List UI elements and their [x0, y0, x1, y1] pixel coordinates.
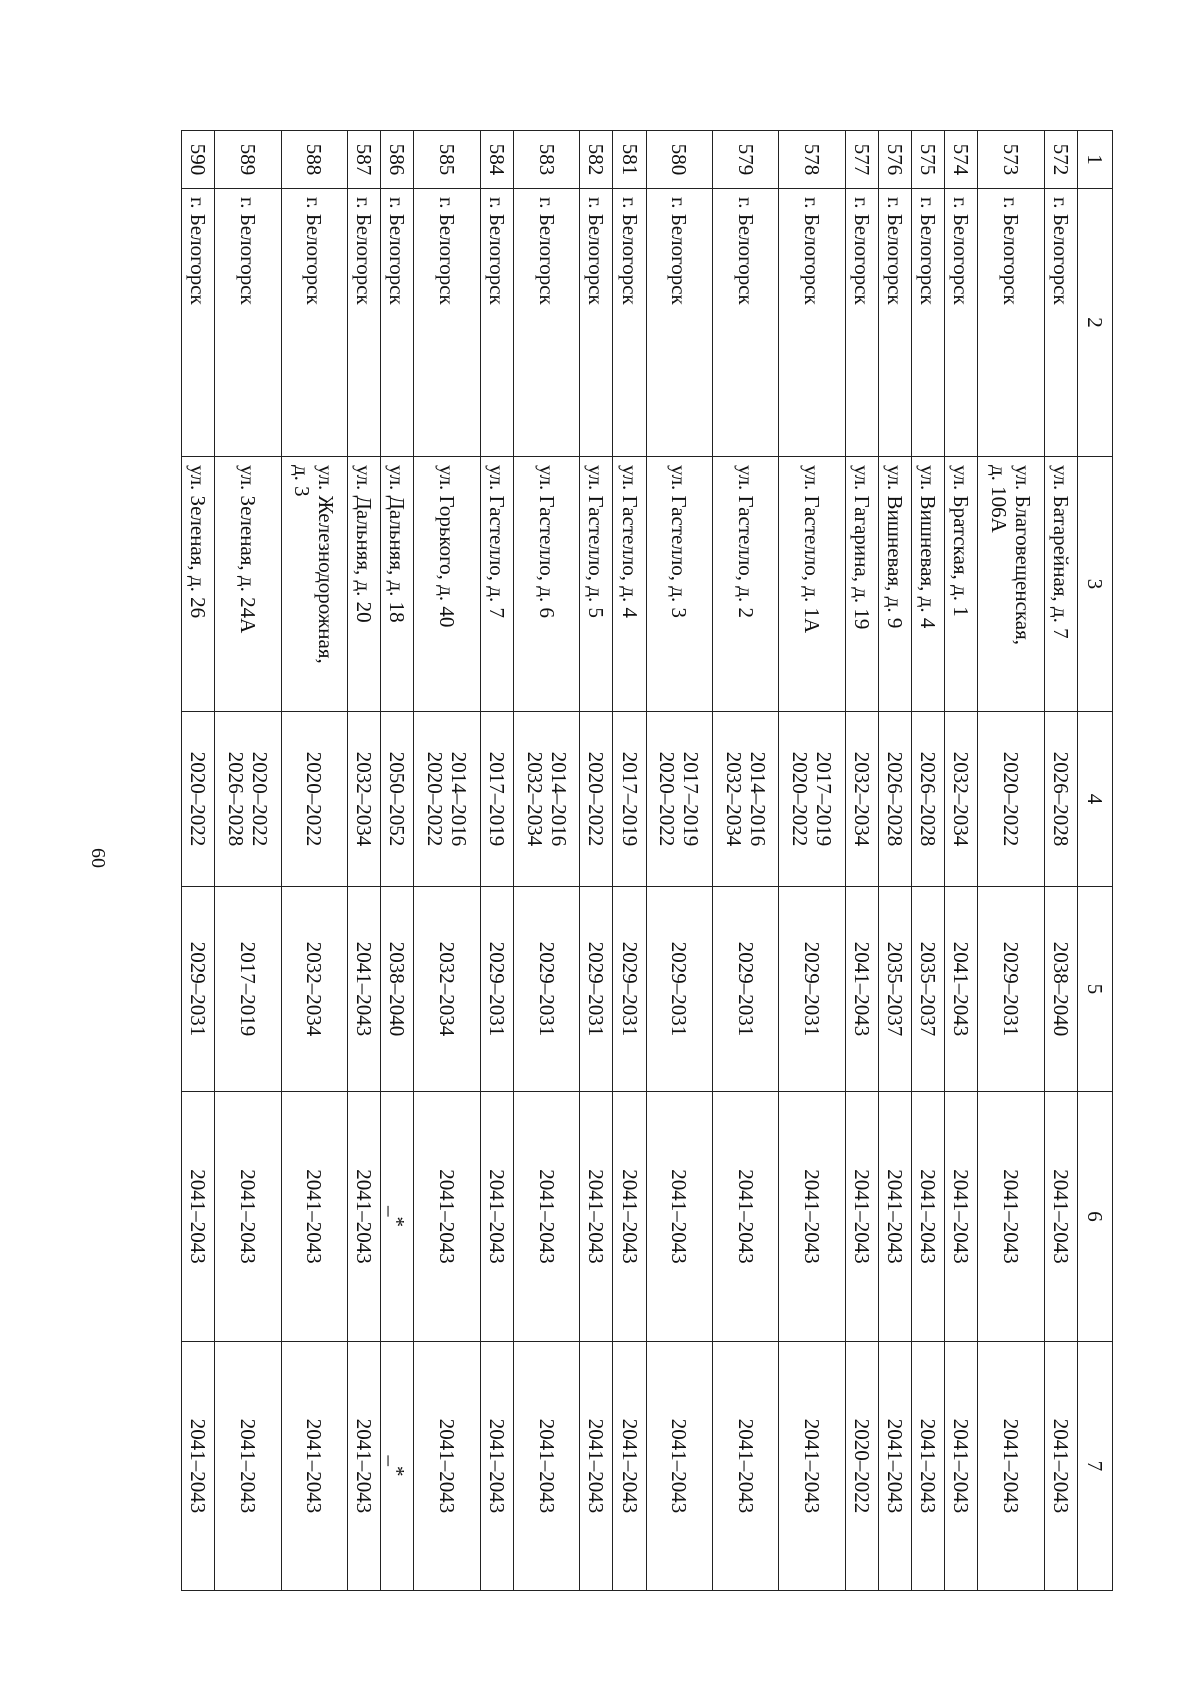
row-number-cell: 572 — [1044, 131, 1077, 189]
city-cell: г. Белогорск — [347, 189, 380, 457]
city-cell: г. Белогорск — [182, 189, 215, 457]
period-column-4-cell: 2014–2016 2032–2034 — [712, 712, 778, 887]
address-cell: ул. Гагарина, д. 19 — [845, 457, 878, 712]
row-number-cell: 573 — [978, 131, 1044, 189]
period-column-4-cell: 2026–2028 — [912, 712, 945, 887]
table-row — [845, 131, 878, 1591]
row-number-cell: 578 — [779, 131, 845, 189]
city-cell: г. Белогорск — [712, 189, 778, 457]
period-column-4-cell: 2020–2022 — [182, 712, 215, 887]
address-cell: ул. Горького, д. 40 — [414, 457, 480, 712]
table-row — [414, 131, 480, 1591]
column-header-4: 4 — [1078, 712, 1113, 887]
row-number-cell: 583 — [513, 131, 579, 189]
period-column-5-cell: 2029–2031 — [712, 887, 778, 1092]
period-column-6-cell: 2041–2043 — [878, 1092, 911, 1342]
period-column-4-cell: 2020–2022 2026–2028 — [215, 712, 281, 887]
period-column-7-cell: 2020–2022 — [845, 1342, 878, 1591]
table-row — [978, 131, 1044, 1591]
period-column-7-cell: 2041–2043 — [912, 1342, 945, 1591]
period-column-6-cell: 2041–2043 — [347, 1092, 380, 1342]
row-number-cell: 575 — [912, 131, 945, 189]
period-column-7-cell: 2041–2043 — [580, 1342, 613, 1591]
period-column-6-cell: 2041–2043 — [912, 1092, 945, 1342]
period-column-7-cell: 2041–2043 — [513, 1342, 579, 1591]
period-column-7-cell: 2041–2043 — [347, 1342, 380, 1591]
period-column-6-cell: 2041–2043 — [281, 1092, 347, 1342]
table-row — [1044, 131, 1077, 1591]
city-cell: г. Белогорск — [845, 189, 878, 457]
period-column-6-cell: 2041–2043 — [182, 1092, 215, 1342]
period-column-4-cell: 2020–2022 — [978, 712, 1044, 887]
period-column-5-cell: 2029–2031 — [182, 887, 215, 1092]
table-row — [281, 131, 347, 1591]
address-cell: ул. Гастелло, д. 5 — [580, 457, 613, 712]
table-row — [513, 131, 579, 1591]
city-cell: г. Белогорск — [779, 189, 845, 457]
table-row — [912, 131, 945, 1591]
row-number-cell: 590 — [182, 131, 215, 189]
period-column-5-cell: 2029–2031 — [513, 887, 579, 1092]
city-cell: г. Белогорск — [878, 189, 911, 457]
period-column-5-cell: 2032–2034 — [281, 887, 347, 1092]
address-cell: ул. Гастелло, д. 6 — [513, 457, 579, 712]
page-number: 60 — [87, 848, 109, 868]
row-number-cell: 579 — [712, 131, 778, 189]
period-column-5-cell: 2041–2043 — [945, 887, 978, 1092]
table-row — [712, 131, 778, 1591]
period-column-5-cell: 2041–2043 — [845, 887, 878, 1092]
address-cell: ул. Вишневая, д. 4 — [912, 457, 945, 712]
table-body — [182, 131, 1078, 1591]
city-cell: г. Белогорск — [1044, 189, 1077, 457]
city-cell: г. Белогорск — [945, 189, 978, 457]
row-number-cell: 584 — [480, 131, 513, 189]
housing-schedule-table — [181, 130, 1113, 1591]
address-cell: ул. Железнодорожная, д. 3 — [281, 457, 347, 712]
period-column-4-cell: 2026–2028 — [878, 712, 911, 887]
period-column-4-cell: 2032–2034 — [945, 712, 978, 887]
address-cell: ул. Гастелло, д. 4 — [613, 457, 646, 712]
address-cell: ул. Гастелло, д. 2 — [712, 457, 778, 712]
row-number-cell: 581 — [613, 131, 646, 189]
city-cell: г. Белогорск — [580, 189, 613, 457]
address-cell: ул. Благовещенская, д. 106А — [978, 457, 1044, 712]
column-header-3: 3 — [1078, 457, 1113, 712]
address-cell: ул. Гастелло, д. 3 — [646, 457, 712, 712]
period-column-7-cell: 2041–2043 — [779, 1342, 845, 1591]
row-number-cell: 587 — [347, 131, 380, 189]
row-number-cell: 589 — [215, 131, 281, 189]
period-column-7-cell: 2041–2043 — [712, 1342, 778, 1591]
period-column-6-cell: 2041–2043 — [613, 1092, 646, 1342]
period-column-6-cell: 2041–2043 — [978, 1092, 1044, 1342]
row-number-cell: 588 — [281, 131, 347, 189]
period-column-7-cell: 2041–2043 — [182, 1342, 215, 1591]
city-cell: г. Белогорск — [912, 189, 945, 457]
period-column-6-cell: 2041–2043 — [646, 1092, 712, 1342]
address-cell: ул. Дальняя, д. 18 — [381, 457, 414, 712]
period-column-5-cell: 2038–2040 — [1044, 887, 1077, 1092]
period-column-6-cell: 2041–2043 — [215, 1092, 281, 1342]
period-column-5-cell: 2029–2031 — [779, 887, 845, 1092]
address-cell: ул. Батарейная, д. 7 — [1044, 457, 1077, 712]
period-column-4-cell: 2020–2022 — [281, 712, 347, 887]
address-cell: ул. Зеленая, д. 24А — [215, 457, 281, 712]
period-column-4-cell: 2017–2019 — [480, 712, 513, 887]
table-row — [945, 131, 978, 1591]
period-column-4-cell: 2014–2016 2020–2022 — [414, 712, 480, 887]
period-column-7-cell: 2041–2043 — [414, 1342, 480, 1591]
period-column-7-cell: 2041–2043 — [613, 1342, 646, 1591]
period-column-4-cell: 2020–2022 — [580, 712, 613, 887]
period-column-6-cell: 2041–2043 — [945, 1092, 978, 1342]
city-cell: г. Белогорск — [480, 189, 513, 457]
period-column-6-cell: 2041–2043 — [414, 1092, 480, 1342]
housing-schedule-table-wrapper — [183, 130, 1113, 1590]
period-column-4-cell: 2017–2019 — [613, 712, 646, 887]
period-column-5-cell: 2029–2031 — [978, 887, 1044, 1092]
column-header-2: 2 — [1078, 189, 1113, 457]
column-header-5: 5 — [1078, 887, 1113, 1092]
column-header-6: 6 — [1078, 1092, 1113, 1342]
row-number-cell: 574 — [945, 131, 978, 189]
period-column-5-cell: 2029–2031 — [646, 887, 712, 1092]
column-header-1: 1 — [1078, 131, 1113, 189]
header-row — [1078, 131, 1113, 1591]
table-row — [347, 131, 380, 1591]
period-column-7-cell: 2041–2043 — [215, 1342, 281, 1591]
table-row — [613, 131, 646, 1591]
table-row — [878, 131, 911, 1591]
row-number-cell: 576 — [878, 131, 911, 189]
city-cell: г. Белогорск — [381, 189, 414, 457]
period-column-4-cell: 2032–2034 — [347, 712, 380, 887]
table-row — [646, 131, 712, 1591]
city-cell: г. Белогорск — [215, 189, 281, 457]
period-column-6-cell: 2041–2043 — [480, 1092, 513, 1342]
period-column-7-cell: 2041–2043 — [945, 1342, 978, 1591]
period-column-6-cell: 2041–2043 — [712, 1092, 778, 1342]
city-cell: г. Белогорск — [613, 189, 646, 457]
address-cell: ул. Вишневая, д. 9 — [878, 457, 911, 712]
address-cell: ул. Дальняя, д. 20 — [347, 457, 380, 712]
period-column-5-cell: 2035–2037 — [912, 887, 945, 1092]
period-column-6-cell: 2041–2043 — [845, 1092, 878, 1342]
city-cell: г. Белогорск — [281, 189, 347, 457]
period-column-4-cell: 2014–2016 2032–2034 — [513, 712, 579, 887]
period-column-5-cell: 2029–2031 — [580, 887, 613, 1092]
table-row — [480, 131, 513, 1591]
city-cell: г. Белогорск — [978, 189, 1044, 457]
city-cell: г. Белогорск — [414, 189, 480, 457]
period-column-4-cell: 2050–2052 — [381, 712, 414, 887]
city-cell: г. Белогорск — [513, 189, 579, 457]
period-column-4-cell: 2017–2019 2020–2022 — [779, 712, 845, 887]
period-column-7-cell: 2041–2043 — [1044, 1342, 1077, 1591]
row-number-cell: 582 — [580, 131, 613, 189]
row-number-cell: 585 — [414, 131, 480, 189]
period-column-5-cell: 2032–2034 — [414, 887, 480, 1092]
period-column-5-cell: 2041–2043 — [347, 887, 380, 1092]
period-column-7-cell: 2041–2043 — [281, 1342, 347, 1591]
table-row — [580, 131, 613, 1591]
period-column-4-cell: 2026–2028 — [1044, 712, 1077, 887]
period-column-7-cell: 2041–2043 — [978, 1342, 1044, 1591]
row-number-cell: 577 — [845, 131, 878, 189]
period-column-7-cell: 2041–2043 — [480, 1342, 513, 1591]
address-cell: ул. Зеленая, д. 26 — [182, 457, 215, 712]
table-row — [215, 131, 281, 1591]
period-column-7-cell: 2041–2043 — [646, 1342, 712, 1591]
period-column-6-cell: _* — [381, 1092, 414, 1342]
period-column-6-cell: 2041–2043 — [1044, 1092, 1077, 1342]
column-header-7: 7 — [1078, 1342, 1113, 1591]
period-column-7-cell: 2041–2043 — [878, 1342, 911, 1591]
address-cell: ул. Гастелло, д. 1А — [779, 457, 845, 712]
period-column-4-cell: 2017–2019 2020–2022 — [646, 712, 712, 887]
row-number-cell: 586 — [381, 131, 414, 189]
period-column-6-cell: 2041–2043 — [580, 1092, 613, 1342]
address-cell: ул. Братская, д. 1 — [945, 457, 978, 712]
table-row — [182, 131, 215, 1591]
address-cell: ул. Гастелло, д. 7 — [480, 457, 513, 712]
period-column-5-cell: 2029–2031 — [480, 887, 513, 1092]
period-column-6-cell: 2041–2043 — [779, 1092, 845, 1342]
city-cell: г. Белогорск — [646, 189, 712, 457]
table-row — [779, 131, 845, 1591]
period-column-7-cell: _* — [381, 1342, 414, 1591]
period-column-5-cell: 2017–2019 — [215, 887, 281, 1092]
period-column-5-cell: 2035–2037 — [878, 887, 911, 1092]
period-column-6-cell: 2041–2043 — [513, 1092, 579, 1342]
period-column-5-cell: 2029–2031 — [613, 887, 646, 1092]
period-column-5-cell: 2038–2040 — [381, 887, 414, 1092]
row-number-cell: 580 — [646, 131, 712, 189]
period-column-4-cell: 2032–2034 — [845, 712, 878, 887]
table-row — [381, 131, 414, 1591]
